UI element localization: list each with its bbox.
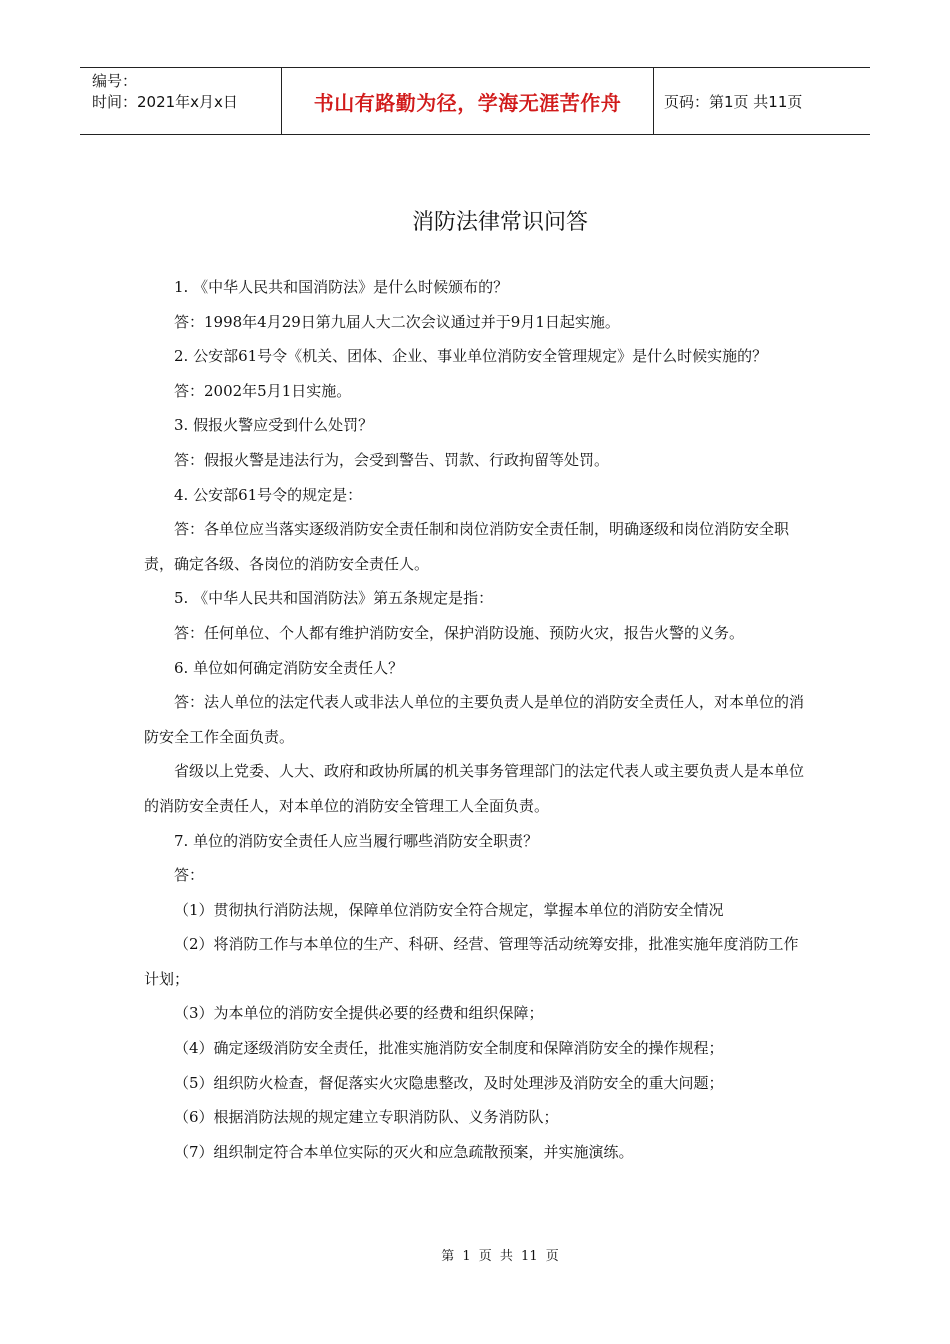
paragraph: 答：假报火警是违法行为，会受到警告、罚款、行政拘留等处罚。 <box>174 450 610 469</box>
paragraph: 答： <box>174 866 205 885</box>
list-item: （7）组织制定符合本单位实际的灭火和应急疏散预案，并实施演练。 <box>174 1142 634 1161</box>
document-body <box>144 270 808 1169</box>
list-item: （3）为本单位的消防安全提供必要的经费和组织保障； <box>174 1004 544 1023</box>
header-meta <box>80 68 281 134</box>
document-header <box>80 67 870 135</box>
paragraph: 答：任何单位、个人都有维护消防安全，保护消防设施、预防火灾，报告火警的义务。 <box>174 623 745 642</box>
list-item: （5）组织防火检查，督促落实火灾隐患整改，及时处理涉及消防安全的重大问题； <box>174 1073 724 1092</box>
paragraph: 1. 《中华人民共和国消防法》是什么时候颁布的？ <box>174 278 509 296</box>
document-title: 消防法律常识问答 <box>411 210 588 235</box>
paragraph: 省级以上党委、人大、政府和政协所属的机关事务管理部门的法定代表人或主要负责人是本单位的消防安全责任人，对本单位的消防安全管理工人全面负责。 <box>144 762 805 815</box>
date-line: 时间：2021年x月x日 <box>92 93 238 111</box>
list-item: （1）贯彻执行消防法规，保障单位消防安全符合规定，掌握本单位的消防安全情况 <box>174 900 724 919</box>
paragraph: 7. 单位的消防安全责任人应当履行哪些消防安全职责？ <box>174 831 539 850</box>
list-item: （6）根据消防法规的规定建立专职消防队、义务消防队； <box>174 1108 559 1127</box>
paragraph: 5. 《中华人民共和国消防法》第五条规定是指： <box>174 589 494 608</box>
paragraph: 2. 公安部61号令《机关、团体、企业、事业单位消防安全管理规定》是什么时候实施的？ <box>174 347 768 366</box>
paragraph: 答：各单位应当落实逐级消防安全责任制和岗位消防安全责任制，明确逐级和岗位消防安全职责，确定各级、各岗位的消防安全责任人。 <box>144 520 790 573</box>
paragraph: 答：2002年5月1日实施。 <box>174 381 352 400</box>
list-item: （4）确定逐级消防安全责任，批准实施消防安全制度和保障消防安全的操作规程； <box>174 1039 724 1058</box>
header-motto: 书山有路勤为径，学海无涯苦作舟 <box>281 68 654 134</box>
paragraph: 4. 公安部61号令的规定是： <box>174 485 363 504</box>
list-item: （2）将消防工作与本单位的生产、科研、经营、管理等活动统筹安排，批准实施年度消防工作计划； <box>144 935 799 988</box>
paragraph: 答：法人单位的法定代表人或非法人单位的主要负责人是单位的消防安全责任人，对本单位的消防安全工作全面负责。 <box>144 693 805 746</box>
paragraph: 6. 单位如何确定消防安全责任人？ <box>174 658 404 677</box>
doc-number-label: 编号： <box>92 72 138 90</box>
paragraph: 答：1998年4月29日第九届人大二次会议通过并于9月1日起实施。 <box>174 312 620 331</box>
paragraph: 3. 假报火警应受到什么处罚？ <box>174 416 374 435</box>
header-page-info: 页码：第1页 共11页 <box>664 92 803 111</box>
page-footer: 第 1 页 共 11 页 <box>441 1249 559 1264</box>
